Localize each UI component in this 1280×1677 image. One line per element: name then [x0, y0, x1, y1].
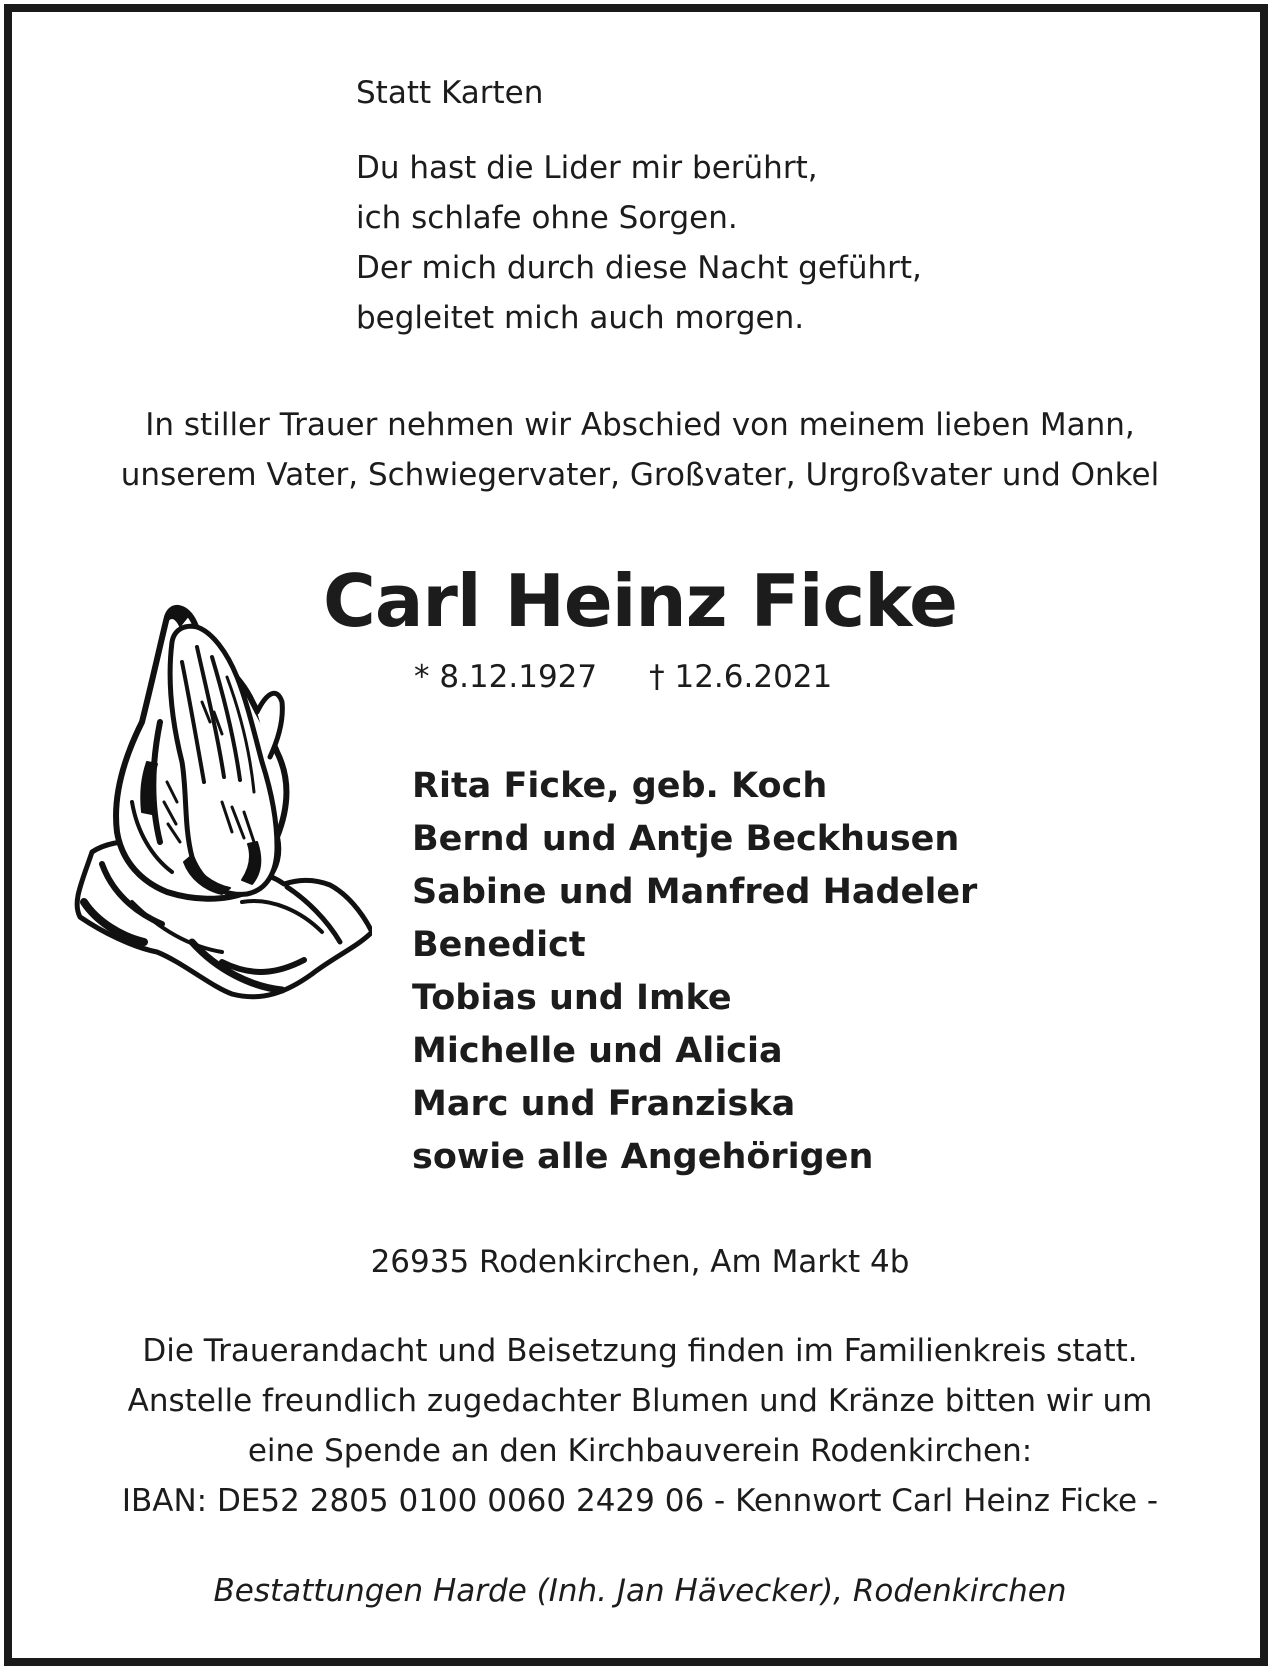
life-dates — [414, 652, 832, 702]
mourning-text — [40, 400, 1240, 500]
family-member: Sabine und Manfred Hadeler — [412, 872, 978, 912]
poem-line: Der mich durch diese Nacht geführt, — [356, 250, 922, 286]
intro-text: Statt Karten — [356, 75, 544, 111]
funeral-info — [40, 1326, 1240, 1526]
funeral-line: Die Trauerandacht und Beisetzung finden im Familienkreis statt. — [142, 1333, 1138, 1369]
address: 26935 Rodenkirchen, Am Markt 4b — [370, 1244, 910, 1280]
family-member: sowie alle Angehörigen — [412, 1137, 874, 1177]
death-date: † 12.6.2021 — [649, 659, 833, 695]
family-member: Tobias und Imke — [412, 978, 732, 1018]
poem-line: begleitet mich auch morgen. — [356, 300, 805, 336]
poem-line: Du hast die Lider mir berührt, — [356, 150, 818, 186]
funeral-line: eine Spende an den Kirchbauverein Rodenkirchen: — [247, 1433, 1033, 1469]
mourning-line: unserem Vater, Schwiegervater, Großvater, Urgroßvater und Onkel — [120, 457, 1160, 493]
praying-hands-icon — [72, 602, 372, 1027]
poem — [356, 143, 922, 343]
undertaker: Bestattungen Harde (Inh. Jan Hävecker), Rodenkirchen — [213, 1573, 1067, 1609]
family-member: Rita Ficke, geb. Koch — [412, 766, 828, 806]
funeral-line: Anstelle freundlich zugedachter Blumen und Kränze bitten wir um — [127, 1383, 1153, 1419]
family-member: Marc und Franziska — [412, 1084, 796, 1124]
family-list — [412, 760, 977, 1184]
mourning-line: In stiller Trauer nehmen wir Abschied von meinem lieben Mann, — [145, 407, 1135, 443]
poem-line: ich schlafe ohne Sorgen. — [356, 200, 738, 236]
birth-date: * 8.12.1927 — [414, 659, 598, 695]
iban-line: IBAN: DE52 2805 0100 0060 2429 06 - Kennwort Carl Heinz Ficke - — [121, 1483, 1159, 1519]
family-member: Michelle und Alicia — [412, 1031, 783, 1071]
deceased-name: Carl Heinz Ficke — [322, 559, 957, 643]
family-member: Benedict — [412, 925, 586, 965]
family-member: Bernd und Antje Beckhusen — [412, 819, 960, 859]
